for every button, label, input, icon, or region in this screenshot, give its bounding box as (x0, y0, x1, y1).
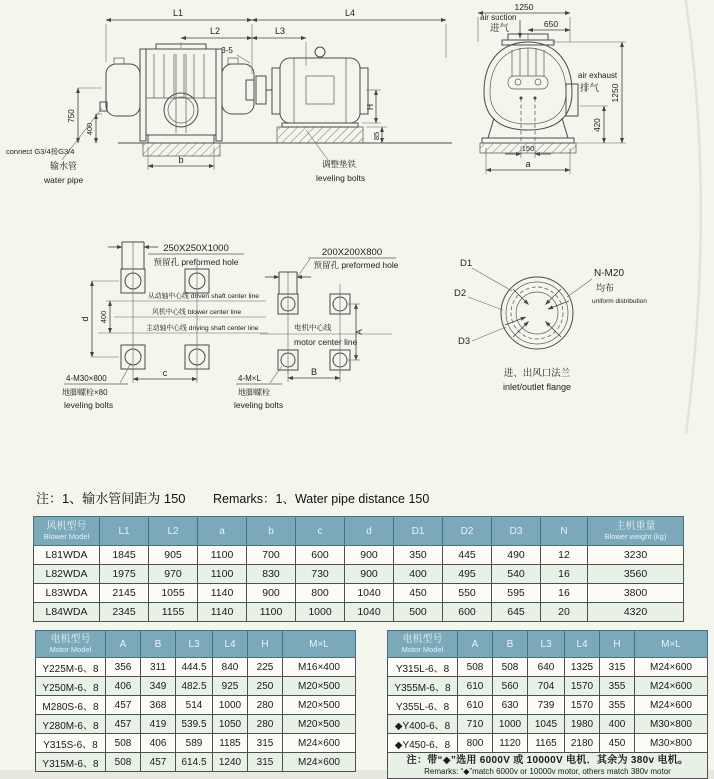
table-cell: 1140 (198, 584, 247, 603)
table-cell: Y355M-6、8 (388, 677, 458, 696)
table-cell: M20×500 (283, 677, 356, 696)
table-cell: 1325 (565, 658, 600, 677)
table-cell: 560 (493, 677, 528, 696)
table-cell: 495 (443, 565, 492, 584)
remarks-line (0, 488, 714, 506)
table-cell: 550 (443, 584, 492, 603)
column-header: 电机型号 Motor Model (36, 631, 106, 658)
label-flange-d3: D3 (458, 336, 471, 347)
table-cell: 1040 (345, 584, 394, 603)
column-header: D3 (492, 517, 541, 546)
table-cell: 710 (458, 715, 493, 734)
label-air-suction-en: air suction (480, 13, 517, 22)
blower-foundation-drawing (62, 242, 268, 410)
column-header: 电机型号 Motor Model (388, 631, 458, 658)
table-cell: 315 (248, 734, 283, 753)
label-flange-caption-zh: 进、出风口法兰 (503, 368, 571, 379)
table-cell: M16×400 (283, 658, 356, 677)
data-table (33, 516, 684, 622)
table-cell: 704 (528, 677, 565, 696)
dim-label-mf-A: A (355, 329, 364, 335)
label-mf-bolt-spec: 4-M×L (238, 374, 261, 383)
table-cell: 1040 (345, 603, 394, 622)
table-cell: 630 (493, 696, 528, 715)
label-bf-leveling-en: leveling bolts (64, 400, 114, 410)
label-driven-shaft-centerline: 从动轴中心线 driven shaft center line (148, 293, 260, 300)
table-cell: ◆Y450-6、8 (388, 734, 458, 753)
table-cell: M24×600 (283, 734, 356, 753)
table-row (388, 734, 708, 753)
motor-dimensions-table-left (35, 630, 355, 772)
table-cell: 3800 (588, 584, 684, 603)
table-cell: 2345 (100, 603, 149, 622)
table-cell: 970 (149, 565, 198, 584)
table-cell: 457 (141, 753, 176, 772)
table-cell: 4320 (588, 603, 684, 622)
table-cell: 830 (247, 565, 296, 584)
table-row (36, 677, 356, 696)
column-header: L3 (528, 631, 565, 658)
table-cell: L81WDA (34, 546, 100, 565)
label-leveling-zh: 调整垫铁 (322, 159, 357, 169)
table-cell: ◆Y400-6、8 (388, 715, 458, 734)
front-view-drawing (6, 8, 452, 185)
table-cell: 1000 (296, 603, 345, 622)
table-cell: M20×500 (283, 696, 356, 715)
column-header: L1 (100, 517, 149, 546)
table-cell: 1100 (198, 565, 247, 584)
table-cell: 457 (106, 715, 141, 734)
dim-label-750: 750 (67, 109, 76, 123)
header-row (388, 631, 708, 658)
label-bf-anchor-zh: 地脚螺栓×80 (62, 388, 108, 397)
column-header: B (141, 631, 176, 658)
label-air-exhaust-zh: 排气 (580, 83, 600, 94)
table-cell: 610 (458, 696, 493, 715)
table-cell: 444.5 (176, 658, 213, 677)
table-cell: 445 (443, 546, 492, 565)
side-view-drawing (478, 2, 626, 174)
table-cell: 450 (394, 584, 443, 603)
table-cell: 280 (248, 715, 283, 734)
table-cell: 508 (493, 658, 528, 677)
table-cell: 900 (345, 546, 394, 565)
column-header: A (106, 631, 141, 658)
dim-label-l2: L2 (209, 26, 221, 36)
column-header: L2 (149, 517, 198, 546)
table-cell: Y315S-6、8 (36, 734, 106, 753)
table-row (34, 603, 684, 622)
label-bf-bolt-spec: 4-M30×800 (66, 374, 107, 383)
table-row (36, 734, 356, 753)
label-bf-hole: 预留孔 preformed hole (153, 257, 239, 267)
table-cell: 250 (248, 677, 283, 696)
column-header: B (493, 631, 528, 658)
column-header: D1 (394, 517, 443, 546)
table-cell: L84WDA (34, 603, 100, 622)
table-cell: 610 (458, 677, 493, 696)
column-header: a (198, 517, 247, 546)
table-row (34, 584, 684, 603)
table-cell: 905 (149, 546, 198, 565)
table-cell: 800 (296, 584, 345, 603)
header-row (36, 631, 356, 658)
table-cell: 1100 (247, 603, 296, 622)
table-cell: 1980 (565, 715, 600, 734)
table-cell: 1240 (213, 753, 248, 772)
remarks-en: Remarks：1、Water pipe distance 150 (213, 492, 430, 506)
blower-dimensions-table (33, 516, 683, 622)
table-cell: 925 (213, 677, 248, 696)
table-cell: 514 (176, 696, 213, 715)
table-row (388, 677, 708, 696)
table-cell: M24×600 (283, 753, 356, 772)
table-cell: M280S-6、8 (36, 696, 106, 715)
table-cell: 1975 (100, 565, 149, 584)
table-row (388, 715, 708, 734)
table-cell: 355 (600, 696, 635, 715)
column-header: L4 (213, 631, 248, 658)
flange-drawing (454, 258, 647, 392)
table-cell: 349 (141, 677, 176, 696)
table-cell: 1000 (493, 715, 528, 734)
table-cell: 12 (541, 546, 588, 565)
table-cell: 600 (296, 546, 345, 565)
table-cell: M24×600 (635, 677, 708, 696)
column-header: M×L (635, 631, 708, 658)
dim-label-mf-B: B (310, 367, 318, 377)
table-cell: 645 (492, 603, 541, 622)
column-header: 风机型号 Blower Model (34, 517, 100, 546)
table-cell: M30×800 (635, 715, 708, 734)
table-row (34, 546, 684, 565)
dim-label-l4: L4 (344, 8, 356, 18)
table-cell: 2180 (565, 734, 600, 753)
table-cell: 406 (106, 677, 141, 696)
table-cell: 450 (600, 734, 635, 753)
table-cell: 1570 (565, 677, 600, 696)
table-cell: 1050 (213, 715, 248, 734)
table-cell: 640 (528, 658, 565, 677)
label-flange-caption-en: inlet/outlet flange (502, 382, 572, 392)
label-air-suction-zh: 进气 (490, 23, 510, 34)
table-cell: 595 (492, 584, 541, 603)
table-cell: 315 (600, 658, 635, 677)
label-mf-hole: 预留孔 preformed hole (313, 260, 399, 270)
table-cell: 900 (345, 565, 394, 584)
table-cell: 355 (600, 677, 635, 696)
dim-label-bf-400: 400 (99, 310, 108, 324)
motor-dimensions-table-right (387, 630, 707, 779)
table-cell: 589 (176, 734, 213, 753)
table-cell: 539.5 (176, 715, 213, 734)
label-flange-d1: D1 (460, 258, 473, 269)
column-header: H (600, 631, 635, 658)
table-cell: 730 (296, 565, 345, 584)
label-bf-size: 250X250X1000 (163, 243, 229, 254)
table-cell: M20×500 (283, 715, 356, 734)
table-cell: 1140 (198, 603, 247, 622)
label-flange-dist-zh: 均布 (596, 283, 615, 293)
table-cell: 1000 (213, 696, 248, 715)
table-cell: Y250M-6、8 (36, 677, 106, 696)
data-table (387, 630, 708, 779)
column-header: M×L (283, 631, 356, 658)
column-header: H (248, 631, 283, 658)
table-cell: 16 (541, 584, 588, 603)
label-flange-nm20: N-M20 (594, 268, 625, 279)
table-cell: 600 (443, 603, 492, 622)
table-cell: 356 (106, 658, 141, 677)
table-cell: Y280M-6、8 (36, 715, 106, 734)
table-cell: 1845 (100, 546, 149, 565)
table-cell: 1155 (149, 603, 198, 622)
table-cell: 3230 (588, 546, 684, 565)
table-cell: 1055 (149, 584, 198, 603)
table-cell: 311 (141, 658, 176, 677)
table-cell: 614.5 (176, 753, 213, 772)
table-cell: 16 (541, 565, 588, 584)
table-cell: 400 (600, 715, 635, 734)
table-cell: L82WDA (34, 565, 100, 584)
table-cell: 2145 (100, 584, 149, 603)
table-cell: 482.5 (176, 677, 213, 696)
dim-label-1250-side: 1250 (610, 83, 620, 103)
table-cell: 508 (106, 753, 141, 772)
dim-label-bf-d: d (80, 316, 90, 322)
table-cell: Y315M-6、8 (36, 753, 106, 772)
dim-label-400: 400 (85, 122, 94, 136)
label-water-pipe-zh: 输水管 (50, 161, 78, 171)
table-cell: 457 (106, 696, 141, 715)
label-motor-centerline-en: motor center line (294, 337, 358, 347)
label-blower-centerline: 风机中心线 blower center line (152, 309, 242, 316)
table-cell: 1185 (213, 734, 248, 753)
table-cell: 739 (528, 696, 565, 715)
header-row (34, 517, 684, 546)
label-water-pipe-en: water pipe (44, 175, 84, 185)
table-row (36, 753, 356, 772)
label-mf-size: 200X200X800 (321, 247, 383, 258)
dim-label-420: 420 (593, 118, 602, 132)
dim-label-l3: L3 (274, 26, 286, 36)
table-cell: 840 (213, 658, 248, 677)
label-leveling-en: leveling bolts (316, 173, 366, 183)
table-cell: M30×800 (635, 734, 708, 753)
table-cell: 350 (394, 546, 443, 565)
dim-label-150: 150 (521, 144, 535, 153)
table-row (388, 696, 708, 715)
table-cell: 490 (492, 546, 541, 565)
table-cell: 406 (141, 734, 176, 753)
table-cell: 20 (541, 603, 588, 622)
column-header: c (296, 517, 345, 546)
table-row (34, 565, 684, 584)
table-note-row (388, 753, 708, 779)
table-note: 注：带“◆”选用 6000V 或 10000V 电机．其余为 380v 电机。 Remarks: “◆”match 6000v or 10000v motor, others match 380v motor (388, 753, 708, 779)
dim-label-1250-top: 1250 (514, 2, 534, 12)
table-cell: Y225M-6、8 (36, 658, 106, 677)
label-mf-leveling-en: leveling bolts (234, 400, 284, 410)
dim-label-bf-c: c (162, 368, 168, 378)
table-cell: 280 (248, 696, 283, 715)
table-cell: Y355L-6、8 (388, 696, 458, 715)
table-cell: 400 (394, 565, 443, 584)
table-row (36, 715, 356, 734)
table-cell: 500 (394, 603, 443, 622)
column-header: 主机重量 Blower weight (kg) (588, 517, 684, 546)
table-cell: 315 (248, 753, 283, 772)
column-header: D2 (443, 517, 492, 546)
table-cell: 1120 (493, 734, 528, 753)
column-header: A (458, 631, 493, 658)
table-cell: 1045 (528, 715, 565, 734)
table-cell: 900 (247, 584, 296, 603)
dim-label-l1: L1 (172, 8, 184, 18)
dim-label-a: a (525, 159, 531, 169)
table-row (388, 658, 708, 677)
table-cell: 225 (248, 658, 283, 677)
column-header: d (345, 517, 394, 546)
table-cell: 368 (141, 696, 176, 715)
table-cell: 508 (458, 658, 493, 677)
label-air-exhaust-en: air exhaust (578, 71, 618, 80)
table-cell: 3560 (588, 565, 684, 584)
table-cell: L83WDA (34, 584, 100, 603)
page-curl-line (684, 0, 701, 434)
label-flange-d2: D2 (454, 288, 467, 299)
column-header: L3 (176, 631, 213, 658)
table-cell: Y315L-6、8 (388, 658, 458, 677)
label-mf-anchor-zh: 地脚螺栓 (238, 388, 270, 397)
column-header: L4 (565, 631, 600, 658)
table-cell: 700 (247, 546, 296, 565)
dim-label-h: H (365, 103, 375, 111)
table-cell: 1165 (528, 734, 565, 753)
column-header: b (247, 517, 296, 546)
table-cell: 1570 (565, 696, 600, 715)
remarks-zh: 注：1、输水管间距为 150 (36, 491, 186, 506)
label-flange-dist-en: uniform distribution (592, 298, 647, 305)
table-row (36, 658, 356, 677)
dim-label-gap: 3-5 (221, 46, 233, 55)
table-cell: 419 (141, 715, 176, 734)
table-row (36, 696, 356, 715)
table-cell: 540 (492, 565, 541, 584)
label-motor-centerline-zh: 电机中心线 (294, 323, 332, 332)
table-cell: 1100 (198, 546, 247, 565)
dim-label-b: b (178, 155, 184, 165)
table-cell: 508 (106, 734, 141, 753)
data-table (35, 630, 356, 772)
dim-label-85: 85 (372, 131, 381, 141)
table-cell: M24×600 (635, 696, 708, 715)
table-cell: M24×600 (635, 658, 708, 677)
dim-label-650: 650 (543, 19, 559, 29)
motor-foundation-drawing (234, 247, 399, 410)
label-driving-shaft-centerline: 主动轴中心线 driving shaft center line (146, 325, 259, 332)
table-cell: 800 (458, 734, 493, 753)
label-connect-g34: connect G3/4接G3/4 (6, 147, 75, 156)
column-header: N (541, 517, 588, 546)
